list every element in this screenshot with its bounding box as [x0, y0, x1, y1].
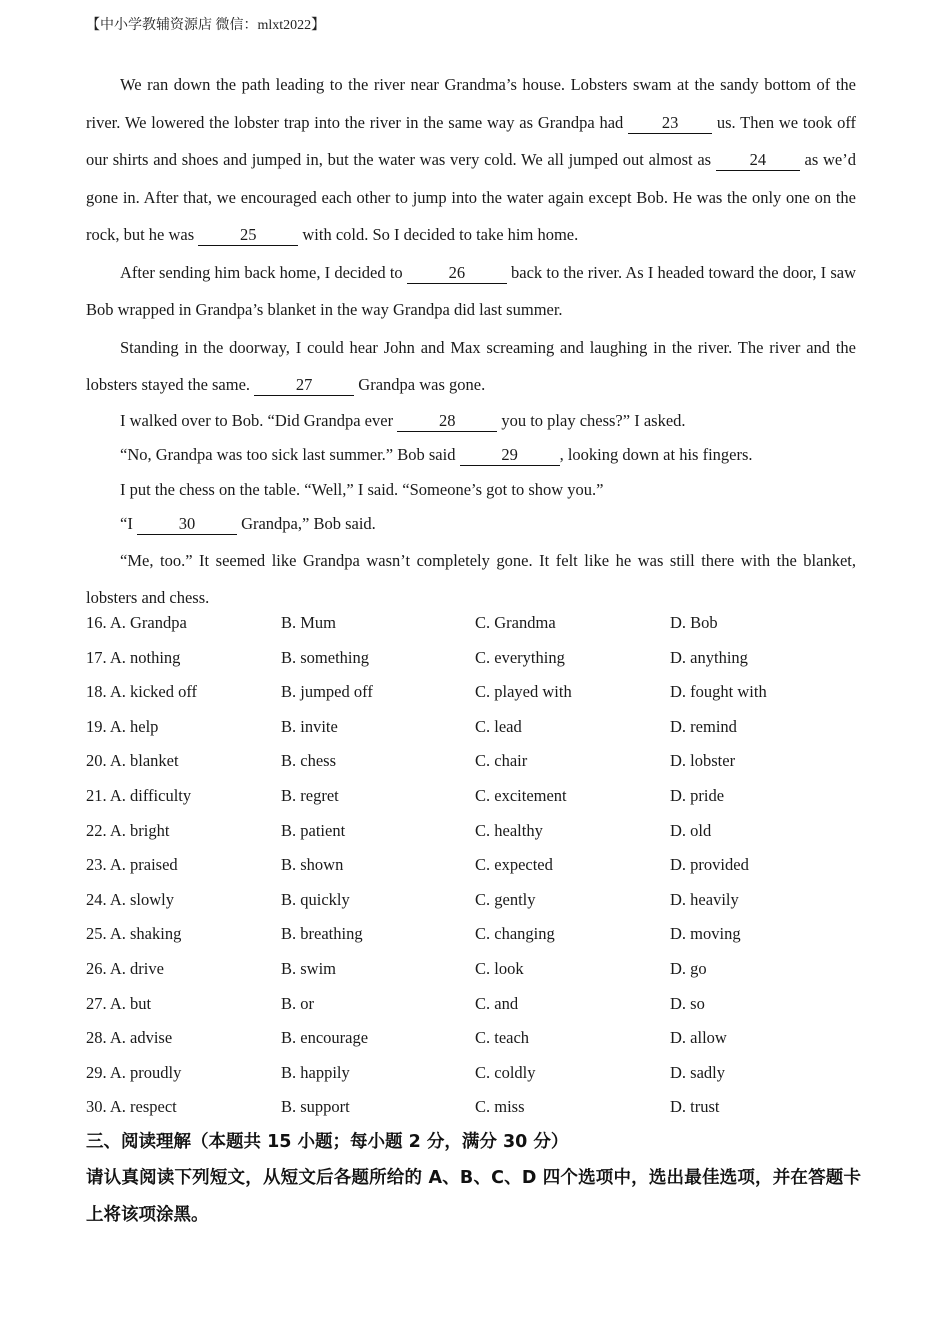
- option-row: 19. A. help B. invite C. lead D. remind: [86, 716, 737, 736]
- paragraph-3: Standing in the doorway, I could hear John and Max screaming and laughing in the river. The river and the lobsters stayed the same. 27 Grandpa was gone.: [86, 337, 856, 394]
- cloze-passage: [86, 66, 856, 617]
- option-row: 30. A. respect B. support C. miss D. trust: [86, 1097, 720, 1117]
- option-row: 23. A. praised B. shown C. expected D. provided: [86, 855, 749, 875]
- option-row: 25. A. shaking B. breathing C. changing D. moving: [86, 924, 741, 944]
- paragraph-2: After sending him back home, I decided to 26 back to the river. As I headed toward the door, I saw Bob wrapped in Grandpa’s blanket in the way Grandpa did last summer.: [86, 262, 857, 319]
- page-header: 【中小学教辅资源店 微信：mlxt2022】: [86, 18, 326, 33]
- option-row: 28. A. advise B. encourage C. teach D. allow: [86, 1028, 727, 1048]
- option-row: 29. A. proudly B. happily C. coldly D. sadly: [86, 1062, 725, 1082]
- option-row: 26. A. drive B. swim C. look D. go: [86, 958, 707, 978]
- section-instruction: 请认真阅读下列短文，从短文后各题所给的 A、B、C、D 四个选项中，选出最佳选项，并在答题卡上将该项涂黑。: [86, 1168, 861, 1225]
- blank-29: 29: [460, 445, 560, 466]
- paragraph-1: We ran down the path leading to the river near Grandma’s house. Lobsters swam at the sandy bottom of the river. We lowered the lobster trap into the river in the same way as Grandpa had 23 us. Then we took off our shirts and shoes and jumped in, but the water was very cold. We all jumped out almost as 24 as we’d gone in. After that, we encouraged each other to jump into the water again except Bob. He was the only one on the rock, but he was 25 with cold. So I decided to take him home.: [86, 75, 857, 244]
- option-row: 21. A. difficulty B. regret C. excitement D. pride: [86, 785, 725, 805]
- option-row: 22. A. bright B. patient C. healthy D. old: [86, 820, 712, 840]
- option-row: 17. A. nothing B. something C. everything D. anything: [86, 647, 748, 667]
- option-row: 16. A. Grandpa B. Mum C. Grandma D. Bob: [86, 613, 718, 632]
- option-row: 24. A. slowly B. quickly C. gently D. heavily: [86, 889, 739, 909]
- blank-23: 23: [628, 113, 712, 134]
- paragraph-8: “Me, too.” It seemed like Grandpa wasn’t completely gone. It felt like he was still there with the blanket, lobsters and chess.: [86, 550, 856, 607]
- paragraph-4: I walked over to Bob. “Did Grandpa ever 28 you to play chess?” I asked.: [120, 410, 686, 430]
- paragraph-7: “I 30 Grandpa,” Bob said.: [120, 514, 376, 533]
- section-title: 三、阅读理解（本题共 15 小题；每小题 2 分，满分 30 分）: [86, 1132, 569, 1152]
- blank-24: 24: [716, 150, 800, 171]
- blank-26: 26: [407, 263, 507, 284]
- answer-options: [86, 606, 866, 1125]
- blank-27: 27: [254, 375, 354, 396]
- option-row: 20. A. blanket B. chess C. chair D. lobster: [86, 751, 736, 771]
- blank-30: 30: [137, 514, 237, 535]
- paragraph-5: “No, Grandpa was too sick last summer.” Bob said 29 , looking down at his fingers.: [120, 445, 753, 464]
- blank-25: 25: [198, 225, 298, 246]
- option-row: 27. A. but B. or C. and D. so: [86, 993, 705, 1013]
- paragraph-6: I put the chess on the table. “Well,” I said. “Someone’s got to show you.”: [120, 479, 604, 499]
- option-row: 18. A. kicked off B. jumped off C. played with D. fought with: [86, 682, 767, 702]
- reading-section: [86, 1124, 861, 1234]
- blank-28: 28: [397, 411, 497, 432]
